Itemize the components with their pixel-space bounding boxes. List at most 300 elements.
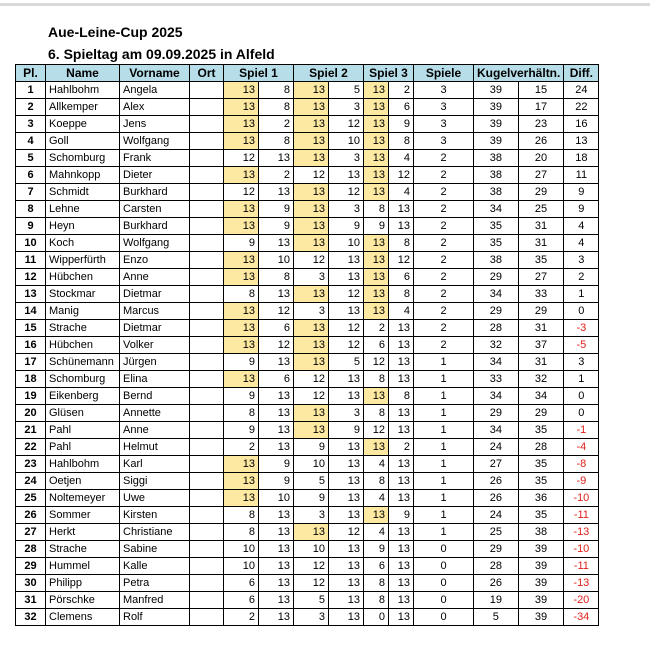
cell-spiel2-own: 13 bbox=[294, 184, 329, 201]
cell-vorname: Volker bbox=[120, 337, 190, 354]
cell-spiel3-opp: 8 bbox=[389, 286, 414, 303]
cell-diff: -34 bbox=[564, 609, 599, 626]
cell-spiel3-opp: 13 bbox=[389, 490, 414, 507]
cell-ort bbox=[190, 490, 224, 507]
cell-spiel3-opp: 9 bbox=[389, 507, 414, 524]
table-row bbox=[16, 303, 599, 320]
cell-spiel2-opp: 13 bbox=[329, 303, 364, 320]
cell-kugel-minus: 35 bbox=[518, 422, 564, 439]
cell-spiel2-own: 10 bbox=[294, 456, 329, 473]
cell-name: Herkt bbox=[46, 524, 120, 541]
col-header-pl: Pl. bbox=[16, 65, 46, 82]
cell-diff: 1 bbox=[564, 286, 599, 303]
cell-diff: 16 bbox=[564, 116, 599, 133]
cell-kugel-minus: 32 bbox=[518, 371, 564, 388]
cell-spiele: 1 bbox=[414, 507, 474, 524]
cell-spiele: 1 bbox=[414, 524, 474, 541]
cell-ort bbox=[190, 337, 224, 354]
table-row bbox=[16, 235, 599, 252]
cell-ort bbox=[190, 99, 224, 116]
cell-ort bbox=[190, 558, 224, 575]
cell-kugel-minus: 35 bbox=[518, 252, 564, 269]
cell-diff: 2 bbox=[564, 269, 599, 286]
cell-kugel-minus: 35 bbox=[518, 456, 564, 473]
cell-spiel1-opp: 13 bbox=[259, 286, 294, 303]
cell-diff: 0 bbox=[564, 388, 599, 405]
cell-spiele: 2 bbox=[414, 303, 474, 320]
cell-kugel-minus: 26 bbox=[518, 133, 564, 150]
cell-spiel3-opp: 13 bbox=[389, 337, 414, 354]
cell-name: Hübchen bbox=[46, 337, 120, 354]
cell-spiele: 1 bbox=[414, 354, 474, 371]
cell-spiel1-opp: 13 bbox=[259, 405, 294, 422]
cell-spiel1-own: 8 bbox=[224, 524, 259, 541]
cell-vorname: Karl bbox=[120, 456, 190, 473]
cell-spiel1-own: 2 bbox=[224, 439, 259, 456]
cell-spiele: 1 bbox=[414, 490, 474, 507]
cell-vorname: Jürgen bbox=[120, 354, 190, 371]
cell-vorname: Anne bbox=[120, 422, 190, 439]
cell-place: 9 bbox=[16, 218, 46, 235]
cell-spiel2-own: 3 bbox=[294, 303, 329, 320]
cell-kugel-minus: 28 bbox=[518, 439, 564, 456]
cell-spiel2-own: 13 bbox=[294, 235, 329, 252]
table-row bbox=[16, 184, 599, 201]
cell-vorname: Siggi bbox=[120, 473, 190, 490]
cell-name: Philipp bbox=[46, 575, 120, 592]
cell-kugel-plus: 34 bbox=[474, 422, 519, 439]
cell-place: 11 bbox=[16, 252, 46, 269]
cell-ort bbox=[190, 218, 224, 235]
table-row bbox=[16, 592, 599, 609]
cell-diff: 1 bbox=[564, 371, 599, 388]
cell-ort bbox=[190, 269, 224, 286]
cell-name: Wipperfürth bbox=[46, 252, 120, 269]
cell-spiel3-opp: 12 bbox=[389, 167, 414, 184]
cell-name: Heyn bbox=[46, 218, 120, 235]
cell-place: 17 bbox=[16, 354, 46, 371]
cell-spiel2-own: 10 bbox=[294, 541, 329, 558]
cell-ort bbox=[190, 133, 224, 150]
table-row bbox=[16, 269, 599, 286]
page-subtitle: 6. Spieltag am 09.09.2025 in Alfeld bbox=[48, 46, 275, 62]
cell-kugel-plus: 29 bbox=[474, 269, 519, 286]
cell-place: 16 bbox=[16, 337, 46, 354]
cell-place: 1 bbox=[16, 82, 46, 99]
cell-spiel1-own: 9 bbox=[224, 235, 259, 252]
cell-vorname: Jens bbox=[120, 116, 190, 133]
cell-place: 4 bbox=[16, 133, 46, 150]
cell-spiel2-opp: 13 bbox=[329, 388, 364, 405]
cell-spiel2-own: 12 bbox=[294, 558, 329, 575]
cell-kugel-minus: 25 bbox=[518, 201, 564, 218]
cell-name: Manig bbox=[46, 303, 120, 320]
cell-spiel3-opp: 13 bbox=[389, 575, 414, 592]
cell-spiel2-opp: 12 bbox=[329, 320, 364, 337]
cell-place: 14 bbox=[16, 303, 46, 320]
cell-spiel3-opp: 13 bbox=[389, 218, 414, 235]
cell-spiel3-opp: 13 bbox=[389, 524, 414, 541]
col-header-spiel-1: Spiel 1 bbox=[224, 65, 294, 82]
cell-place: 28 bbox=[16, 541, 46, 558]
cell-diff: -9 bbox=[564, 473, 599, 490]
cell-ort bbox=[190, 303, 224, 320]
cell-spiel1-opp: 13 bbox=[259, 150, 294, 167]
cell-spiele: 2 bbox=[414, 235, 474, 252]
cell-kugel-minus: 27 bbox=[518, 167, 564, 184]
cell-place: 30 bbox=[16, 575, 46, 592]
cell-vorname: Angela bbox=[120, 82, 190, 99]
cell-spiel3-own: 13 bbox=[364, 235, 389, 252]
cell-spiele: 3 bbox=[414, 99, 474, 116]
cell-name: Pörschke bbox=[46, 592, 120, 609]
cell-kugel-plus: 29 bbox=[474, 541, 519, 558]
col-header-spiel-3: Spiel 3 bbox=[364, 65, 414, 82]
cell-spiel3-own: 8 bbox=[364, 405, 389, 422]
cell-kugel-minus: 33 bbox=[518, 286, 564, 303]
table-row bbox=[16, 320, 599, 337]
cell-spiel3-opp: 4 bbox=[389, 303, 414, 320]
cell-ort bbox=[190, 235, 224, 252]
cell-spiel1-opp: 13 bbox=[259, 439, 294, 456]
cell-spiel2-opp: 13 bbox=[329, 609, 364, 626]
cell-diff: 13 bbox=[564, 133, 599, 150]
cell-kugel-plus: 28 bbox=[474, 320, 519, 337]
cell-kugel-minus: 35 bbox=[518, 507, 564, 524]
table-row bbox=[16, 388, 599, 405]
cell-spiel2-own: 13 bbox=[294, 116, 329, 133]
cell-vorname: Helmut bbox=[120, 439, 190, 456]
cell-spiel3-own: 13 bbox=[364, 252, 389, 269]
cell-kugel-plus: 39 bbox=[474, 99, 519, 116]
cell-spiel1-opp: 9 bbox=[259, 201, 294, 218]
cell-spiel3-opp: 4 bbox=[389, 150, 414, 167]
col-header-kugelverhaeltnis: Kugelverhältn. bbox=[474, 65, 564, 82]
cell-spiel2-own: 13 bbox=[294, 218, 329, 235]
cell-spiel1-opp: 13 bbox=[259, 524, 294, 541]
cell-spiel2-own: 9 bbox=[294, 490, 329, 507]
cell-spiel2-own: 12 bbox=[294, 575, 329, 592]
cell-spiel3-opp: 13 bbox=[389, 422, 414, 439]
cell-spiel3-opp: 13 bbox=[389, 354, 414, 371]
cell-kugel-minus: 29 bbox=[518, 405, 564, 422]
cell-spiel2-opp: 5 bbox=[329, 354, 364, 371]
cell-spiel3-opp: 13 bbox=[389, 609, 414, 626]
cell-place: 29 bbox=[16, 558, 46, 575]
cell-kugel-plus: 19 bbox=[474, 592, 519, 609]
table-row bbox=[16, 524, 599, 541]
cell-spiel2-opp: 13 bbox=[329, 439, 364, 456]
cell-spiel1-own: 13 bbox=[224, 252, 259, 269]
cell-ort bbox=[190, 507, 224, 524]
cell-spiel2-own: 13 bbox=[294, 82, 329, 99]
cell-spiel2-own: 13 bbox=[294, 133, 329, 150]
cell-spiel1-own: 9 bbox=[224, 388, 259, 405]
cell-vorname: Kirsten bbox=[120, 507, 190, 524]
cell-diff: -1 bbox=[564, 422, 599, 439]
cell-vorname: Alex bbox=[120, 99, 190, 116]
cell-name: Schmidt bbox=[46, 184, 120, 201]
cell-spiel3-own: 8 bbox=[364, 473, 389, 490]
cell-name: Hübchen bbox=[46, 269, 120, 286]
cell-spiel2-own: 13 bbox=[294, 99, 329, 116]
cell-kugel-minus: 31 bbox=[518, 218, 564, 235]
cell-spiel1-opp: 13 bbox=[259, 609, 294, 626]
cell-kugel-minus: 38 bbox=[518, 524, 564, 541]
cell-spiel2-own: 13 bbox=[294, 422, 329, 439]
cell-ort bbox=[190, 439, 224, 456]
cell-kugel-plus: 38 bbox=[474, 150, 519, 167]
cell-spiel3-opp: 13 bbox=[389, 473, 414, 490]
cell-ort bbox=[190, 388, 224, 405]
cell-spiel1-opp: 2 bbox=[259, 116, 294, 133]
cell-spiel3-opp: 13 bbox=[389, 558, 414, 575]
cell-place: 6 bbox=[16, 167, 46, 184]
cell-spiel3-own: 13 bbox=[364, 439, 389, 456]
cell-spiele: 1 bbox=[414, 371, 474, 388]
cell-spiele: 3 bbox=[414, 116, 474, 133]
cell-spiel2-own: 13 bbox=[294, 286, 329, 303]
cell-spiel1-own: 13 bbox=[224, 201, 259, 218]
cell-ort bbox=[190, 609, 224, 626]
cell-kugel-plus: 38 bbox=[474, 184, 519, 201]
header-row bbox=[16, 65, 599, 82]
cell-spiel3-own: 13 bbox=[364, 99, 389, 116]
cell-spiel2-opp: 13 bbox=[329, 558, 364, 575]
cell-place: 32 bbox=[16, 609, 46, 626]
cell-kugel-minus: 31 bbox=[518, 354, 564, 371]
cell-name: Pahl bbox=[46, 439, 120, 456]
cell-spiel2-own: 13 bbox=[294, 337, 329, 354]
cell-spiel3-own: 9 bbox=[364, 541, 389, 558]
cell-spiel1-opp: 13 bbox=[259, 592, 294, 609]
cell-spiel2-opp: 13 bbox=[329, 371, 364, 388]
cell-ort bbox=[190, 354, 224, 371]
cell-kugel-plus: 32 bbox=[474, 337, 519, 354]
cell-kugel-minus: 36 bbox=[518, 490, 564, 507]
cell-vorname: Bernd bbox=[120, 388, 190, 405]
cell-place: 22 bbox=[16, 439, 46, 456]
cell-diff: 9 bbox=[564, 184, 599, 201]
cell-spiel3-opp: 8 bbox=[389, 235, 414, 252]
cell-ort bbox=[190, 541, 224, 558]
cell-spiel1-own: 13 bbox=[224, 116, 259, 133]
cell-place: 23 bbox=[16, 456, 46, 473]
cell-spiel2-opp: 3 bbox=[329, 405, 364, 422]
cell-spiel3-own: 4 bbox=[364, 524, 389, 541]
cell-spiel3-opp: 13 bbox=[389, 541, 414, 558]
cell-spiel1-opp: 9 bbox=[259, 456, 294, 473]
cell-spiel2-opp: 13 bbox=[329, 456, 364, 473]
cell-kugel-plus: 38 bbox=[474, 167, 519, 184]
cell-spiel2-opp: 13 bbox=[329, 490, 364, 507]
cell-spiel2-own: 13 bbox=[294, 354, 329, 371]
cell-spiel2-opp: 13 bbox=[329, 252, 364, 269]
cell-vorname: Kalle bbox=[120, 558, 190, 575]
cell-spiel3-own: 4 bbox=[364, 456, 389, 473]
cell-spiele: 1 bbox=[414, 405, 474, 422]
cell-diff: -11 bbox=[564, 507, 599, 524]
table-row bbox=[16, 252, 599, 269]
cell-diff: 3 bbox=[564, 252, 599, 269]
cell-spiel2-own: 13 bbox=[294, 405, 329, 422]
cell-spiel1-opp: 6 bbox=[259, 320, 294, 337]
table-row bbox=[16, 405, 599, 422]
cell-spiel3-own: 6 bbox=[364, 337, 389, 354]
cell-name: Schomburg bbox=[46, 150, 120, 167]
cell-spiel3-own: 4 bbox=[364, 490, 389, 507]
cell-ort bbox=[190, 422, 224, 439]
cell-spiel1-own: 13 bbox=[224, 473, 259, 490]
cell-spiel2-own: 13 bbox=[294, 524, 329, 541]
cell-spiel3-opp: 13 bbox=[389, 592, 414, 609]
cell-kugel-plus: 33 bbox=[474, 371, 519, 388]
cell-spiel1-opp: 13 bbox=[259, 354, 294, 371]
cell-kugel-minus: 35 bbox=[518, 473, 564, 490]
cell-spiel3-own: 13 bbox=[364, 116, 389, 133]
cell-ort bbox=[190, 473, 224, 490]
cell-kugel-plus: 39 bbox=[474, 116, 519, 133]
table-row bbox=[16, 490, 599, 507]
cell-spiel1-opp: 8 bbox=[259, 82, 294, 99]
cell-spiel2-opp: 3 bbox=[329, 99, 364, 116]
cell-spiel2-opp: 9 bbox=[329, 422, 364, 439]
cell-ort bbox=[190, 286, 224, 303]
table-row bbox=[16, 422, 599, 439]
cell-vorname: Annette bbox=[120, 405, 190, 422]
cell-kugel-plus: 29 bbox=[474, 405, 519, 422]
cell-name: Stockmar bbox=[46, 286, 120, 303]
cell-place: 31 bbox=[16, 592, 46, 609]
table-row bbox=[16, 337, 599, 354]
cell-kugel-plus: 39 bbox=[474, 133, 519, 150]
cell-spiel3-own: 12 bbox=[364, 354, 389, 371]
cell-spiel1-opp: 13 bbox=[259, 388, 294, 405]
cell-kugel-minus: 39 bbox=[518, 541, 564, 558]
cell-place: 19 bbox=[16, 388, 46, 405]
cell-spiel3-opp: 9 bbox=[389, 116, 414, 133]
cell-spiel3-own: 13 bbox=[364, 507, 389, 524]
cell-spiel1-opp: 6 bbox=[259, 371, 294, 388]
cell-spiel3-opp: 13 bbox=[389, 405, 414, 422]
cell-diff: -20 bbox=[564, 592, 599, 609]
cell-spiel1-opp: 13 bbox=[259, 558, 294, 575]
cell-spiel2-own: 12 bbox=[294, 388, 329, 405]
cell-diff: 11 bbox=[564, 167, 599, 184]
cell-name: Schomburg bbox=[46, 371, 120, 388]
cell-diff: 4 bbox=[564, 235, 599, 252]
cell-spiel2-opp: 13 bbox=[329, 473, 364, 490]
cell-place: 10 bbox=[16, 235, 46, 252]
cell-spiel2-own: 13 bbox=[294, 320, 329, 337]
cell-diff: 18 bbox=[564, 150, 599, 167]
cell-name: Strache bbox=[46, 320, 120, 337]
cell-spiel1-opp: 13 bbox=[259, 422, 294, 439]
cell-spiel2-opp: 13 bbox=[329, 541, 364, 558]
col-header-spiele: Spiele bbox=[414, 65, 474, 82]
cell-spiel3-opp: 8 bbox=[389, 388, 414, 405]
cell-name: Allkemper bbox=[46, 99, 120, 116]
cell-place: 3 bbox=[16, 116, 46, 133]
cell-spiele: 2 bbox=[414, 286, 474, 303]
cell-spiele: 1 bbox=[414, 473, 474, 490]
cell-spiel3-own: 13 bbox=[364, 167, 389, 184]
cell-diff: -10 bbox=[564, 541, 599, 558]
cell-diff: -10 bbox=[564, 490, 599, 507]
cell-kugel-minus: 15 bbox=[518, 82, 564, 99]
col-header-vorname: Vorname bbox=[120, 65, 190, 82]
cell-kugel-plus: 34 bbox=[474, 286, 519, 303]
cell-ort bbox=[190, 167, 224, 184]
cell-spiele: 0 bbox=[414, 575, 474, 592]
cell-spiel3-own: 13 bbox=[364, 133, 389, 150]
table-row bbox=[16, 167, 599, 184]
cell-kugel-minus: 39 bbox=[518, 592, 564, 609]
cell-spiel3-own: 6 bbox=[364, 558, 389, 575]
table-row bbox=[16, 575, 599, 592]
cell-spiele: 2 bbox=[414, 150, 474, 167]
cell-name: Schünemann bbox=[46, 354, 120, 371]
cell-diff: 4 bbox=[564, 218, 599, 235]
cell-spiel3-opp: 12 bbox=[389, 252, 414, 269]
cell-spiel2-opp: 13 bbox=[329, 507, 364, 524]
cell-ort bbox=[190, 456, 224, 473]
cell-vorname: Dietmar bbox=[120, 286, 190, 303]
cell-spiel1-own: 8 bbox=[224, 286, 259, 303]
cell-spiele: 1 bbox=[414, 439, 474, 456]
table-row bbox=[16, 609, 599, 626]
cell-kugel-plus: 39 bbox=[474, 82, 519, 99]
col-header-diff: Diff. bbox=[564, 65, 599, 82]
cell-spiele: 0 bbox=[414, 609, 474, 626]
cell-spiel1-opp: 10 bbox=[259, 252, 294, 269]
cell-spiel1-own: 13 bbox=[224, 99, 259, 116]
cell-spiele: 1 bbox=[414, 422, 474, 439]
cell-spiel2-own: 13 bbox=[294, 201, 329, 218]
cell-spiel2-own: 9 bbox=[294, 439, 329, 456]
cell-spiel2-opp: 10 bbox=[329, 133, 364, 150]
cell-spiel3-own: 0 bbox=[364, 609, 389, 626]
cell-ort bbox=[190, 592, 224, 609]
cell-vorname: Wolfgang bbox=[120, 133, 190, 150]
cell-vorname: Wolfgang bbox=[120, 235, 190, 252]
cell-spiel3-own: 13 bbox=[364, 286, 389, 303]
cell-spiel3-opp: 6 bbox=[389, 269, 414, 286]
table-row bbox=[16, 456, 599, 473]
cell-ort bbox=[190, 184, 224, 201]
cell-kugel-plus: 35 bbox=[474, 218, 519, 235]
cell-spiel1-own: 9 bbox=[224, 422, 259, 439]
cell-spiel2-opp: 12 bbox=[329, 524, 364, 541]
cell-spiele: 2 bbox=[414, 337, 474, 354]
cell-spiele: 2 bbox=[414, 201, 474, 218]
cell-kugel-plus: 29 bbox=[474, 303, 519, 320]
cell-spiel2-own: 3 bbox=[294, 269, 329, 286]
cell-spiel2-own: 5 bbox=[294, 592, 329, 609]
cell-kugel-plus: 24 bbox=[474, 507, 519, 524]
cell-spiel1-opp: 13 bbox=[259, 235, 294, 252]
cell-place: 8 bbox=[16, 201, 46, 218]
cell-spiel1-own: 13 bbox=[224, 269, 259, 286]
table-row bbox=[16, 133, 599, 150]
cell-spiel3-opp: 13 bbox=[389, 371, 414, 388]
table-row bbox=[16, 99, 599, 116]
cell-spiel1-own: 13 bbox=[224, 320, 259, 337]
cell-spiele: 2 bbox=[414, 218, 474, 235]
cell-spiel1-opp: 12 bbox=[259, 337, 294, 354]
cell-vorname: Rolf bbox=[120, 609, 190, 626]
cell-kugel-minus: 39 bbox=[518, 575, 564, 592]
